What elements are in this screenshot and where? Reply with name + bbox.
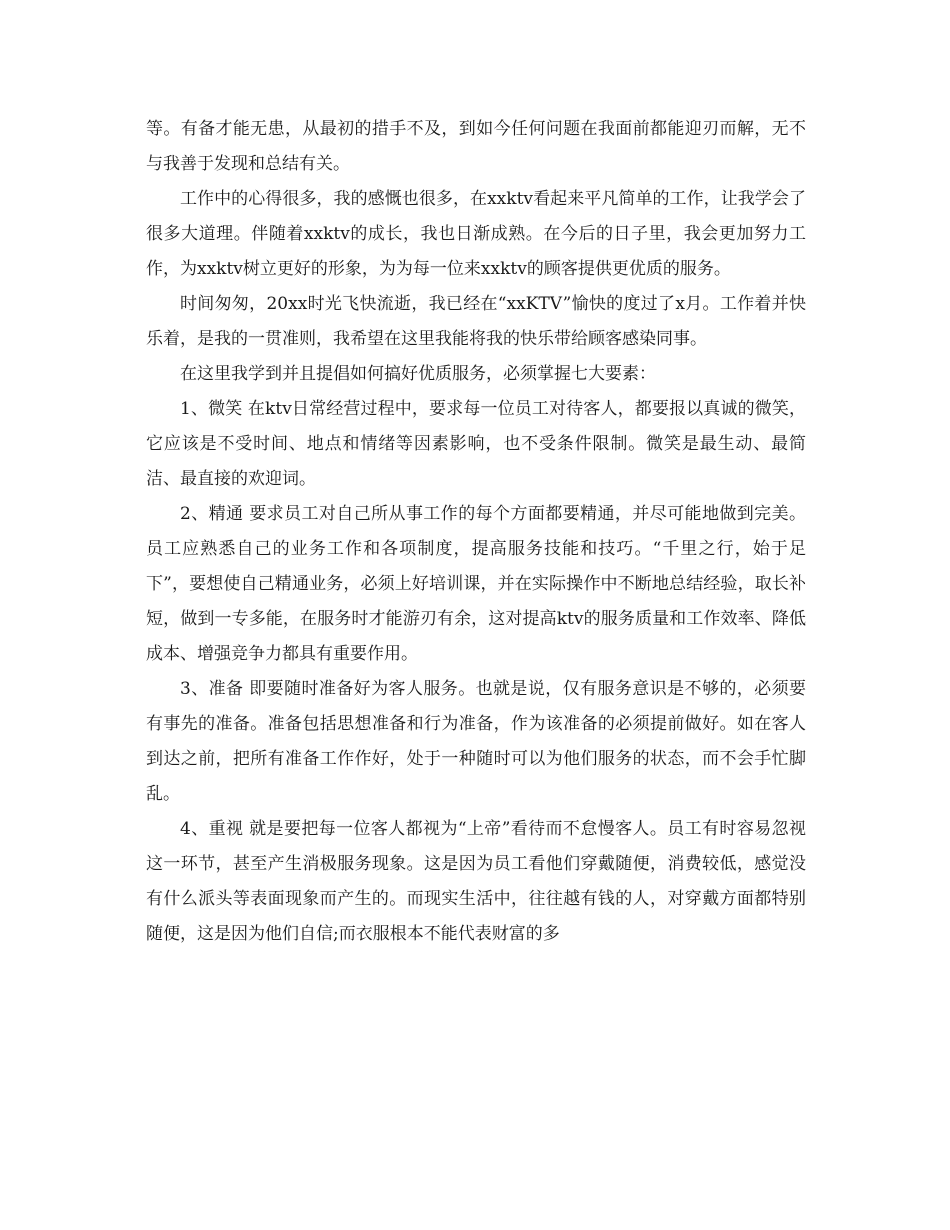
document-body bbox=[146, 112, 806, 952]
paragraph-seven-elements-intro: 在这里我学到并且提倡如何搞好优质服务，必须掌握七大要素： bbox=[180, 364, 656, 384]
paragraph-work-insights: 工作中的心得很多，我的感慨也很多，在xxktv看起来平凡简单的工作，让我学会了很多大道理。伴随着xxktv的成长，我也日渐成熟。在今后的日子里，我会更加努力工作，为xxktv树立更好的形象，为为每一位来xxktv的顾客提供更优质的服务。 bbox=[146, 189, 806, 279]
paragraph-continuation: 等。有备才能无患，从最初的措手不及，到如今任何问题在我面前都能迎刃而解，无不与我善于发现和总结有关。 bbox=[146, 119, 806, 174]
paragraph-element-preparation: 3、准备 即要随时准备好为客人服务。也就是说，仅有服务意识是不够的，必须要有事先的准备。准备包括思想准备和行为准备，作为该准备的必须提前做好。如在客人到达之前，把所有准备工作作好，处于一种随时可以为他们服务的状态，而不会手忙脚乱。 bbox=[146, 679, 806, 804]
paragraph-element-proficiency: 2、精通 要求员工对自己所从事工作的每个方面都要精通，并尽可能地做到完美。员工应熟悉自己的业务工作和各项制度，提高服务技能和技巧。“千里之行，始于足下”，要想使自己精通业务，必须上好培训课，并在实际操作中不断地总结经验，取长补短，做到一专多能，在服务时才能游刃有余，这对提高ktv的服务质量和工作效率、降低成本、增强竞争力都具有重要作用。 bbox=[146, 504, 806, 664]
paragraph-element-smile: 1、微笑 在ktv日常经营过程中，要求每一位员工对待客人，都要报以真诚的微笑，它应该是不受时间、地点和情绪等因素影响，也不受条件限制。微笑是最生动、最简洁、最直接的欢迎词。 bbox=[146, 399, 806, 489]
paragraph-time-flies: 时间匆匆，20xx时光飞快流逝，我已经在“xxKTV”愉快的度过了x月。工作着并快乐着，是我的一贯准则，我希望在这里我能将我的快乐带给顾客感染同事。 bbox=[146, 294, 806, 349]
paragraph-element-attention: 4、重视 就是要把每一位客人都视为“上帝”看待而不怠慢客人。员工有时容易忽视这一环节，甚至产生消极服务现象。这是因为员工看他们穿戴随便，消费较低，感觉没有什么派头等表面现象而产生的。而现实生活中，往往越有钱的人，对穿戴方面都特别随便，这是因为他们自信;而衣服根本不能代表财富的多 bbox=[146, 819, 806, 944]
